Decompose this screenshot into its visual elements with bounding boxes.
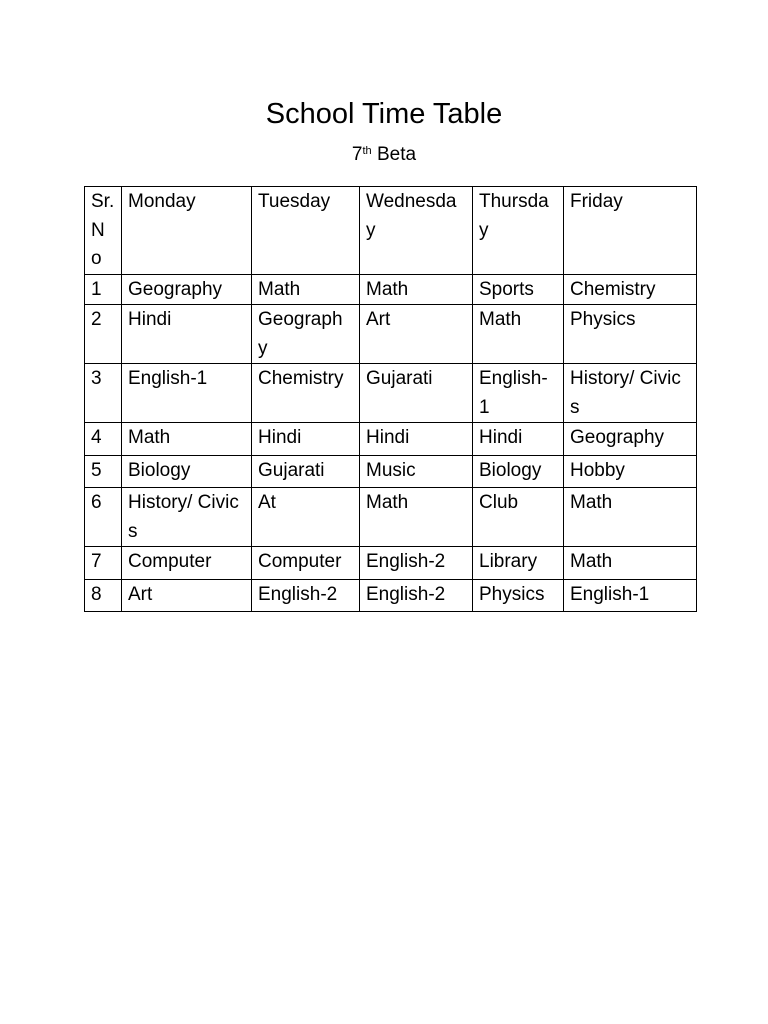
- table-cell: Math: [564, 547, 697, 580]
- table-row: [85, 423, 697, 456]
- class-section: Beta: [371, 144, 417, 165]
- table-cell: Geography: [122, 274, 252, 305]
- table-cell: 8: [85, 580, 122, 612]
- table-cell: 7: [85, 547, 122, 580]
- header-cell-wednesday: Wednesda y: [360, 187, 473, 275]
- header-cell-thursday: Thursda y: [473, 187, 564, 275]
- table-header-row: [85, 187, 697, 275]
- table-cell: English-1: [564, 580, 697, 612]
- table-cell: 4: [85, 423, 122, 456]
- table-row: [85, 488, 697, 547]
- header-cell-serial: Sr. N o: [85, 187, 122, 275]
- table-cell: At: [252, 488, 360, 547]
- table-cell: 6: [85, 488, 122, 547]
- table-cell: Club: [473, 488, 564, 547]
- table-cell: 5: [85, 456, 122, 488]
- table-cell: Computer: [122, 547, 252, 580]
- table-cell: English-2: [360, 580, 473, 612]
- table-cell: Biology: [473, 456, 564, 488]
- table-cell: 2: [85, 305, 122, 364]
- header-cell-monday: Monday: [122, 187, 252, 275]
- table-row: [85, 305, 697, 364]
- page-title: School Time Table: [265, 98, 503, 130]
- table-cell: Physics: [473, 580, 564, 612]
- header-cell-tuesday: Tuesday: [252, 187, 360, 275]
- table-cell: Gujarati: [360, 364, 473, 423]
- class-number-suffix: th: [362, 145, 372, 157]
- table-cell: Hindi: [122, 305, 252, 364]
- table-cell: Math: [473, 305, 564, 364]
- table-cell: Hindi: [252, 423, 360, 456]
- table-cell: English-2: [360, 547, 473, 580]
- table-cell: History/ Civics: [564, 364, 697, 423]
- table-cell: Math: [360, 274, 473, 305]
- table-cell: Art: [360, 305, 473, 364]
- table-cell: Hobby: [564, 456, 697, 488]
- table-cell: Gujarati: [252, 456, 360, 488]
- table-cell: Sports: [473, 274, 564, 305]
- table-cell: Math: [252, 274, 360, 305]
- table-cell: Hindi: [473, 423, 564, 456]
- table-cell: Music: [360, 456, 473, 488]
- table-row: [85, 364, 697, 423]
- class-number: 7: [351, 144, 363, 165]
- table-cell: Hindi: [360, 423, 473, 456]
- table-cell: 1: [85, 274, 122, 305]
- table-row: [85, 547, 697, 580]
- table-cell: Geograph y: [252, 305, 360, 364]
- table-cell: Biology: [122, 456, 252, 488]
- table-cell: Art: [122, 580, 252, 612]
- table-cell: History/ Civics: [122, 488, 252, 547]
- table-cell: Physics: [564, 305, 697, 364]
- table-cell: Geography: [564, 423, 697, 456]
- table-cell: English-2: [252, 580, 360, 612]
- table-row: [85, 456, 697, 488]
- table-cell: Chemistry: [252, 364, 360, 423]
- table-cell: English- 1: [473, 364, 564, 423]
- table-row: [85, 580, 697, 612]
- table-cell: Library: [473, 547, 564, 580]
- class-subtitle: [0, 143, 768, 167]
- timetable: [84, 186, 697, 612]
- table-cell: Chemistry: [564, 274, 697, 305]
- table-cell: Math: [564, 488, 697, 547]
- table-cell: 3: [85, 364, 122, 423]
- table-cell: Computer: [252, 547, 360, 580]
- table-cell: Math: [360, 488, 473, 547]
- table-cell: English-1: [122, 364, 252, 423]
- table-cell: Math: [122, 423, 252, 456]
- table-row: [85, 274, 697, 305]
- header-cell-friday: Friday: [564, 187, 697, 275]
